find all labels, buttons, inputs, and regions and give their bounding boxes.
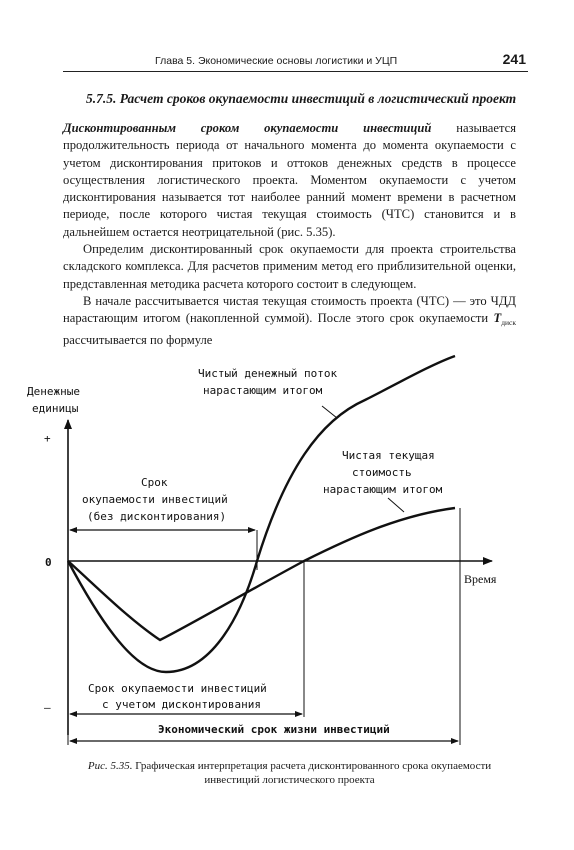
section-title: 5.7.5. Расчет сроков окупаемости инвестиций в логистический проект [86, 91, 517, 106]
period-simple-label-line2: окупаемости инвестиций [82, 493, 228, 506]
cash-flow-label-line1: Чистый денежный поток [198, 367, 338, 380]
paragraph-formula-intro-end: рассчитывается по формуле [63, 332, 213, 347]
figure-caption-text: Графическая интерпретация расчета дисконтированного срока окупаемости инвестиций логистического проекта [132, 760, 492, 786]
paragraph-definition-text: называется продолжительность периода от начального момента до момента окупаемости с учетом дисконтирования притоков и оттоков денежных средств в процессе осуществления логистического проекта. Моментом окупаемости с учетом дисконтирования называется тот наиболее ранний момент времени в расчетном периоде, после которого чистая текущая стоимость (ЧТС) становится и в дальнейшем остается неотрицательной (рис. 5.35). [63, 121, 516, 239]
cash-flow-label-line2: нарастающим итогом [203, 384, 323, 397]
chapter-title: Глава 5. Экономические основы логистики и УЦП [155, 55, 398, 67]
minus-tick-label: – [44, 701, 51, 714]
npv-label-line1: Чистая текущая [342, 449, 435, 462]
paragraph-method: Определим дисконтированный срок окупаемости для проекта строительства складского комплекса. Для расчетов применим метод его приблизительной оценки, представленная методика расчета которого состоит в следующем. [63, 242, 516, 291]
period-discounted-label-line2: с учетом дисконтирования [102, 698, 261, 711]
paragraph-formula-intro-text: В начале рассчитывается чистая текущая стоимость проекта (ЧТС) — это ЧДД нарастающим итогом (накопленной суммой). После этого срок окупаемости [63, 294, 516, 326]
cumulative-npv-curve [68, 508, 455, 640]
npv-leader-line [388, 498, 404, 512]
page-number: 241 [502, 51, 526, 67]
defined-term: Дисконтированным сроком окупаемости инвестиций [63, 121, 432, 135]
period-simple-label-line1: Срок [141, 476, 168, 489]
npv-label-line3: нарастающим итогом [323, 483, 443, 496]
zero-tick-label: 0 [45, 556, 52, 569]
figure-number: Рис. 5.35. [87, 760, 133, 772]
y-axis-label-line1: Денежные [27, 385, 80, 398]
figure-caption [63, 759, 516, 787]
npv-label-line2: стоимость [352, 466, 412, 479]
x-axis-label: Время [464, 572, 497, 586]
payback-subscript: диск [501, 318, 516, 328]
period-life-label: Экономический срок жизни инвестиций [158, 723, 390, 736]
period-simple-label-line3: (без дисконтирования) [87, 510, 227, 523]
y-axis-label-line2: единицы [32, 402, 79, 415]
period-discounted-label-line1: Срок окупаемости инвестиций [88, 682, 267, 695]
cash-flow-leader-line [322, 406, 337, 418]
payback-symbol: T [493, 311, 502, 326]
plus-tick-label: + [44, 432, 51, 445]
